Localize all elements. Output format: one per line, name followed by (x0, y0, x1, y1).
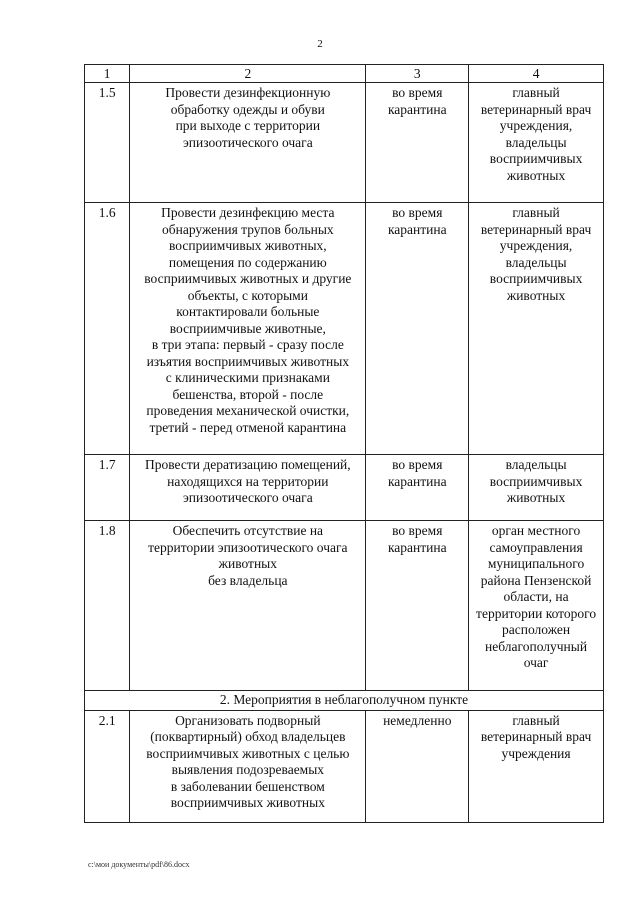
page-number: 2 (317, 38, 323, 50)
row-responsible: главный ветеринарный врач учреждения (469, 710, 604, 822)
table-row (85, 83, 604, 203)
row-number: 1.6 (85, 203, 130, 455)
row-term: во время карантина (366, 83, 469, 203)
row-action: Организовать подворный (поквартирный) обход владельцев восприимчивых животных с целью выявления подозреваемых в заболевании бешенством восприимчивых животных (130, 710, 366, 822)
header-col-4: 4 (469, 65, 604, 83)
row-responsible: главный ветеринарный врач учреждения, владельцы восприимчивых животных (469, 83, 604, 203)
table-row (85, 203, 604, 455)
header-col-2: 2 (130, 65, 366, 83)
row-term: во время карантина (366, 203, 469, 455)
row-term: немедленно (366, 710, 469, 822)
table-header-row (85, 65, 604, 83)
row-action: Провести дератизацию помещений, находящихся на территории эпизоотического очага (130, 455, 366, 521)
measures-table (84, 64, 604, 823)
row-number: 2.1 (85, 710, 130, 822)
section-title: 2. Мероприятия в неблагополучном пункте (85, 691, 604, 711)
row-responsible: орган местного самоуправления муниципального района Пензенской области, на территории которого расположен неблагополучный очаг (469, 521, 604, 691)
row-term: во время карантина (366, 521, 469, 691)
header-col-1: 1 (85, 65, 130, 83)
row-number: 1.8 (85, 521, 130, 691)
row-action: Провести дезинфекционную обработку одежды и обуви при выходе с территории эпизоотического очага (130, 83, 366, 203)
row-number: 1.5 (85, 83, 130, 203)
row-responsible: владельцы восприимчивых животных (469, 455, 604, 521)
file-path-footer: c:\мои документы\pdf\86.docx (88, 860, 190, 869)
row-number: 1.7 (85, 455, 130, 521)
row-term: во время карантина (366, 455, 469, 521)
row-responsible: главный ветеринарный врач учреждения, владельцы восприимчивых животных (469, 203, 604, 455)
header-col-3: 3 (366, 65, 469, 83)
table-row (85, 455, 604, 521)
row-action: Провести дезинфекцию места обнаружения трупов больных восприимчивых животных, помещения по содержанию восприимчивых животных и другие объекты, с которыми контактировали больные восприимчивые животные, в три этапа: первый - сразу после изъятия восприимчивых животных с клиническими признаками бешенства, второй - после проведения механической очистки, третий - перед отменой карантина (130, 203, 366, 455)
table-row (85, 710, 604, 822)
row-action: Обеспечить отсутствие на территории эпизоотического очага животных без владельца (130, 521, 366, 691)
section-title-row (85, 691, 604, 711)
table-row (85, 521, 604, 691)
